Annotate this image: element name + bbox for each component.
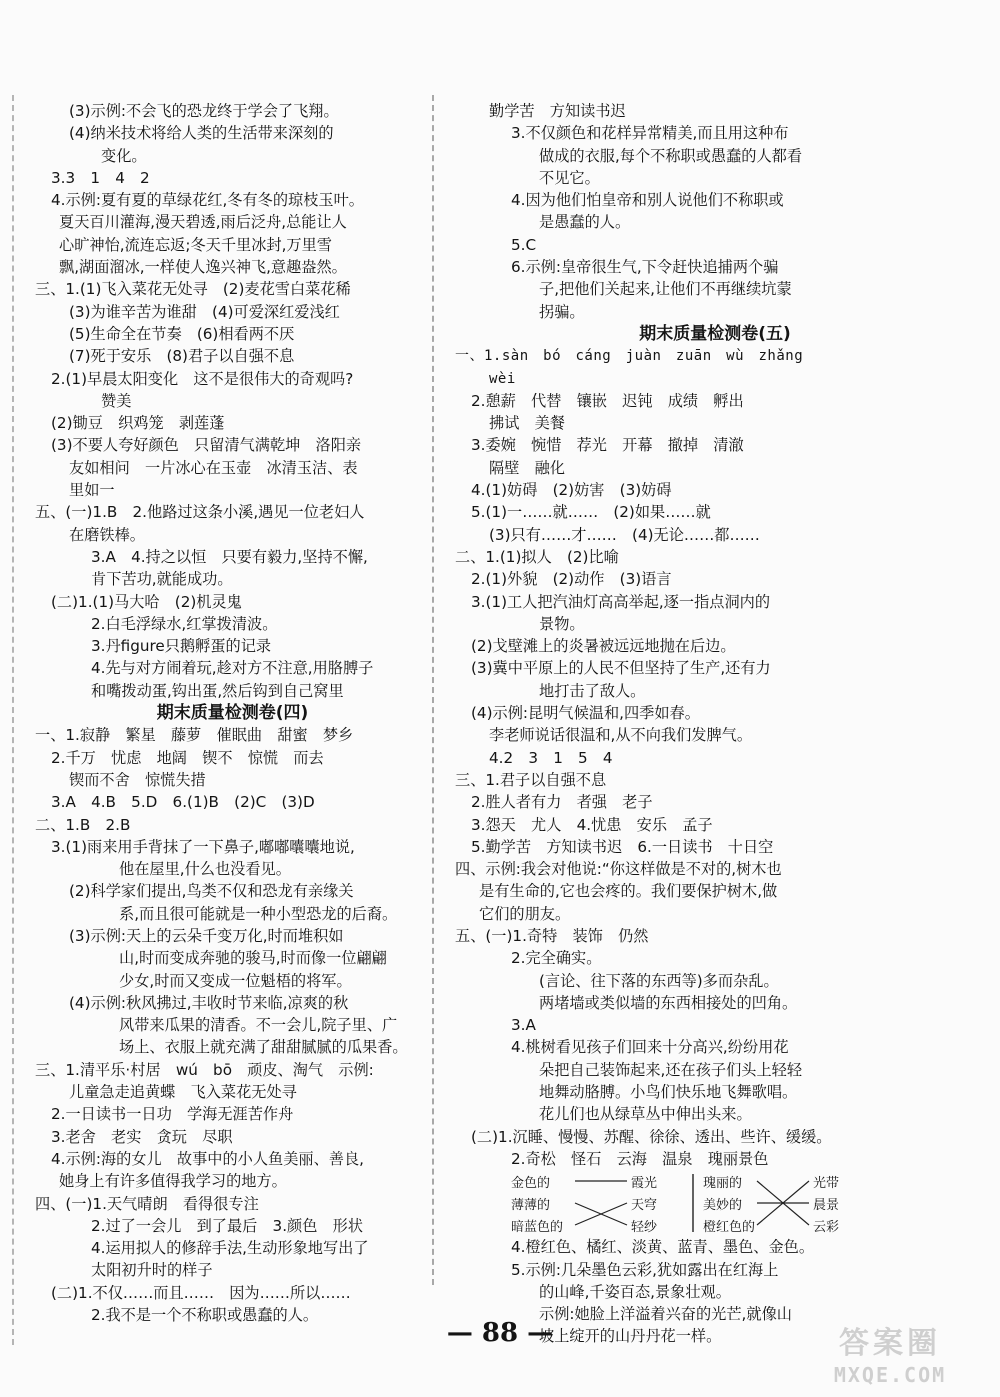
answer-line: 三、1.(1)飞入菜花无处寻 (2)麦花雪白菜花稀 xyxy=(35,280,351,299)
match-right-target: 晨景 xyxy=(813,1198,840,1214)
answer-line: (二)1.(1)马大哈 (2)机灵鬼 xyxy=(51,592,242,611)
answer-line: 2.憩薪 代替 镶嵌 迟钝 成绩 孵出 xyxy=(471,391,744,410)
match-right-target: 云彩 xyxy=(813,1220,840,1236)
answer-line: (3)冀中平原上的人民不但坚持了生产,还有力 xyxy=(471,659,771,678)
answer-line: 系,而且很可能就是一种小型恐龙的后裔。 xyxy=(119,904,398,923)
answer-line: 示例:她脸上洋溢着兴奋的光芒,就像山 xyxy=(539,1305,792,1324)
answer-line: (4)纳米技术将给人类的生活带来深刻的 xyxy=(69,124,334,143)
answer-line: 3.A 4.B 5.D 6.(1)B (2)C (3)D xyxy=(51,793,315,812)
answer-line: 李老师说话很温和,从不向我们发脾气。 xyxy=(489,726,753,745)
answer-line: 不见它。 xyxy=(539,168,600,187)
answer-line: 2.(1)早晨太阳变化 这不是很伟大的奇观吗? xyxy=(51,369,354,388)
answer-line: 花儿们也从绿草丛中伸出头来。 xyxy=(539,1105,752,1124)
match-left-target: 霞光 xyxy=(631,1176,658,1192)
answer-line: (二)1.沉睡、慢慢、苏醒、徐徐、透出、些许、缓缓。 xyxy=(471,1127,832,1146)
answer-line: 她身上有许多值得我学习的地方。 xyxy=(59,1172,287,1191)
answer-line: 二、1.B 2.B xyxy=(35,815,131,834)
match-left-target: 天穹 xyxy=(631,1198,658,1214)
answer-line: 朵把自己装饰起来,还在孩子们头上轻轻 xyxy=(539,1060,803,1079)
answer-line: 5.示例:几朵墨色云彩,犹如露出在红海上 xyxy=(511,1260,779,1279)
answer-line: 做成的衣服,每个不称职或愚蠢的人都看 xyxy=(539,146,803,165)
answer-line: 和嘴拨动蛋,钩出蛋,然后钩到自己窝里 xyxy=(91,681,344,700)
answer-line: 赞美 xyxy=(101,391,132,410)
column-divider xyxy=(432,95,434,1285)
answer-line: 飘,湖面溜冰,一样使人逸兴神飞,意趣盎然。 xyxy=(59,258,347,277)
answer-line: 心旷神怡,流连忘返;冬天千里冰封,万里雪 xyxy=(59,235,332,254)
answer-line: 风带来瓜果的清香。不一会儿,院子里、广 xyxy=(119,1016,398,1035)
answer-line: 2.我不是一个不称职或愚蠢的人。 xyxy=(91,1306,319,1325)
site-watermark xyxy=(790,1325,990,1395)
answer-line: 4.示例:夏有夏的草绿花红,冬有冬的琼枝玉叶。 xyxy=(51,191,364,210)
answer-line: 地舞动胳膊。小鸟们快乐地飞舞歌唱。 xyxy=(539,1083,798,1102)
answer-line: (言论、往下落的东西等)多而杂乱。 xyxy=(539,971,779,990)
answer-line: 场上、衣服上就充满了甜甜腻腻的瓜果香。 xyxy=(119,1038,408,1057)
answer-line: 子,把他们关起来,让他们不再继续坑蒙 xyxy=(539,280,792,299)
match-left-word: 金色的 xyxy=(511,1176,551,1192)
answer-line: 4.因为他们怕皇帝和别人说他们不称职或 xyxy=(511,191,784,210)
answer-line: (3)为谁辛苦为谁甜 (4)可爱深红爱浅红 xyxy=(69,302,340,321)
left-column xyxy=(35,100,430,1326)
answer-line: 是有生命的,它也会疼的。我们要保护树木,做 xyxy=(479,882,778,901)
answer-line: (2)科学家们提出,鸟类不仅和恐龙有亲缘关 xyxy=(69,882,354,901)
answer-line: 友如相问 一片冰心在玉壶 冰清玉洁、表 xyxy=(69,458,358,477)
answer-line: (7)死于安乐 (8)君子以自强不息 xyxy=(69,347,295,366)
answer-line: (4)示例:秋风拂过,丰收时节来临,凉爽的秋 xyxy=(69,993,349,1012)
answer-line: 三、1.君子以自强不息 xyxy=(455,770,607,789)
answer-line: (2)锄豆 织鸡笼 剥莲蓬 xyxy=(51,414,225,433)
answer-line: 2.完全确实。 xyxy=(511,949,602,968)
match-right-word: 美妙的 xyxy=(703,1198,743,1214)
page-number: — 88 — xyxy=(446,1318,554,1348)
answer-line: (4)示例:昆明气候温和,四季如春。 xyxy=(471,704,700,723)
answer-line: 2.(1)外貌 (2)动作 (3)语言 xyxy=(471,570,672,589)
answer-line: 他在屋里,什么也没看见。 xyxy=(119,860,291,879)
answer-line: 4.先与对方闹着玩,趁对方不注意,用胳膊子 xyxy=(91,659,374,678)
match-right-target: 光带 xyxy=(813,1176,840,1192)
match-right-word: 橙红色的 xyxy=(703,1220,756,1236)
answer-line: 4.运用拟人的修辞手法,生动形象地写出了 xyxy=(91,1239,369,1258)
word-matching-diagram xyxy=(455,1170,975,1236)
answer-line: 3.3 1 4 2 xyxy=(51,168,150,187)
answer-line: 隔壁 融化 xyxy=(489,458,565,477)
answer-line: 4.(1)妨碍 (2)妨害 (3)妨碍 xyxy=(471,481,672,500)
answer-line: 二、1.(1)拟人 (2)比喻 xyxy=(455,547,619,566)
answer-line: 是愚蠢的人。 xyxy=(539,213,631,232)
answer-line: 3.怨天 尤人 4.忧患 安乐 孟子 xyxy=(471,815,713,834)
answer-line: (3)不要人夸好颜色 只留清气满乾坤 洛阳亲 xyxy=(51,436,362,455)
match-right-word: 瑰丽的 xyxy=(703,1176,743,1192)
answer-line: 少女,时而又变成一位魁梧的将军。 xyxy=(119,971,352,990)
answer-line: 2.白毛浮绿水,红掌拨清波。 xyxy=(91,614,278,633)
answer-line: 的山峰,千姿百态,景象壮观。 xyxy=(539,1282,731,1301)
answer-line: 2.胜人者有力 者强 老子 xyxy=(471,793,653,812)
answer-line: 5.C xyxy=(511,235,537,254)
answer-line: 一、1.寂静 繁星 藤萝 催眠曲 甜蜜 梦乡 xyxy=(35,726,354,745)
answer-line: 山,时而变成奔驰的骏马,时而像一位翩翩 xyxy=(119,949,387,968)
pinyin-line: 一、1.sàn bó cáng juàn zuān wù zhǎng xyxy=(455,348,804,365)
answer-line: 2.一日读书一日功 学海无涯苦作舟 xyxy=(51,1105,294,1124)
answer-line: 2.千万 忧虑 地阔 锲不 惊慌 而去 xyxy=(51,748,324,767)
answer-line: (3)示例:不会飞的恐龙终于学会了飞翔。 xyxy=(69,102,339,120)
answer-line: (3)只有……才…… (4)无论……都…… xyxy=(489,525,760,544)
answer-line: 地打击了敌人。 xyxy=(539,681,646,700)
answer-line: 3.A xyxy=(511,1016,536,1035)
answer-line: 景物。 xyxy=(539,614,585,633)
answer-line: 4.2 3 1 5 4 xyxy=(489,748,613,767)
answer-line: (5)生命全在节奏 (6)相看两不厌 xyxy=(69,324,295,343)
answer-line: 3.委婉 惋惜 荐光 开幕 撤掉 清澈 xyxy=(471,436,744,455)
answer-line: 里如一 xyxy=(69,481,115,500)
answer-line: 夏天百川灌海,漫天碧透,雨后泛舟,总能让人 xyxy=(59,213,347,232)
answer-line: 儿童急走追黄蝶 飞入菜花无处寻 xyxy=(69,1083,297,1102)
answer-line: 2.奇松 怪石 云海 温泉 瑰丽景色 xyxy=(511,1149,769,1168)
answer-line: 3.老舍 老实 贪玩 尽职 xyxy=(51,1127,233,1146)
match-left-target: 轻纱 xyxy=(631,1220,658,1236)
answer-line: 5.勤学苦 方知读书迟 6.一日读书 十日空 xyxy=(471,837,774,856)
answer-line: 它们的朋友。 xyxy=(479,904,571,923)
right-column xyxy=(455,100,975,1348)
answer-line: (二)1.不仅……而且…… 因为……所以…… xyxy=(51,1283,351,1302)
answer-line: 在磨铁棒。 xyxy=(69,525,145,544)
answer-line: 拂试 美餐 xyxy=(489,414,565,433)
answer-line: 变化。 xyxy=(101,146,147,165)
pinyin-line: wèi xyxy=(489,370,516,387)
section-title: 期末质量检测卷(五) xyxy=(639,323,791,344)
watermark-url: MXQE.COM xyxy=(833,1363,947,1387)
answer-line: 两堵墙或类似墙的东西相接处的凹角。 xyxy=(539,993,798,1012)
answer-line: 2.过了一会儿 到了最后 3.颜色 形状 xyxy=(91,1216,363,1235)
answer-line: 五、(一)1.B 2.他路过这条小溪,遇见一位老妇人 xyxy=(35,503,365,522)
match-left-word: 暗蓝色的 xyxy=(511,1220,564,1236)
answer-line: (3)示例:天上的云朵千变万化,时而堆积如 xyxy=(69,926,344,945)
answer-line: 肯下苦功,就能成功。 xyxy=(91,570,233,589)
answer-line: 3.(1)雨来用手背抹了一下鼻子,嘟嘟囔囔地说, xyxy=(51,837,355,856)
answer-line: (2)戈壁滩上的炎暑被远远地抛在后边。 xyxy=(471,637,736,656)
answer-line: 4.示例:海的女儿 故事中的小人鱼美丽、善良, xyxy=(51,1149,364,1168)
binding-gutter-line xyxy=(12,95,14,1345)
match-left-word: 薄薄的 xyxy=(511,1198,551,1214)
answer-line: 坡上绽开的山丹丹花一样。 xyxy=(539,1327,722,1346)
answer-line: 太阳初升时的样子 xyxy=(91,1261,213,1280)
answer-line: 5.(1)一……就…… (2)如果……就 xyxy=(471,503,711,522)
answer-line: 四、(一)1.天气晴朗 看得很专注 xyxy=(35,1194,259,1213)
answer-line: 四、示例:我会对他说:“你这样做是不对的,树木也 xyxy=(455,860,782,879)
section-title: 期末质量检测卷(四) xyxy=(156,703,309,724)
watermark-logo-text: 答案圈 xyxy=(839,1326,941,1361)
answer-line: 3.不仅颜色和花样异常精美,而且用这种布 xyxy=(511,124,789,143)
answer-line: 锲而不舍 惊慌失措 xyxy=(69,770,206,789)
answer-line: 三、1.清平乐·村居 wú bō 顽皮、淘气 示例: xyxy=(35,1060,374,1079)
answer-line: 3.(1)工人把汽油灯高高举起,逐一指点洞内的 xyxy=(471,592,771,611)
answer-line: 3.丹figure只鹅孵蛋的记录 xyxy=(91,637,272,656)
answer-line: 3.A 4.持之以恒 只要有毅力,坚持不懈, xyxy=(91,547,368,566)
answer-line: 五、(一)1.奇特 装饰 仍然 xyxy=(455,926,649,945)
answer-line: 6.示例:皇帝很生气,下令赶快追捕两个骗 xyxy=(511,258,779,277)
answer-line: 拐骗。 xyxy=(539,302,585,321)
answer-line: 4.橙红色、橘红、淡黄、蓝青、墨色、金色。 xyxy=(511,1238,815,1257)
answer-line: 勤学苦 方知读书迟 xyxy=(489,102,626,120)
answer-line: 4.桃树看见孩子们回来十分高兴,纷纷用花 xyxy=(511,1038,789,1057)
